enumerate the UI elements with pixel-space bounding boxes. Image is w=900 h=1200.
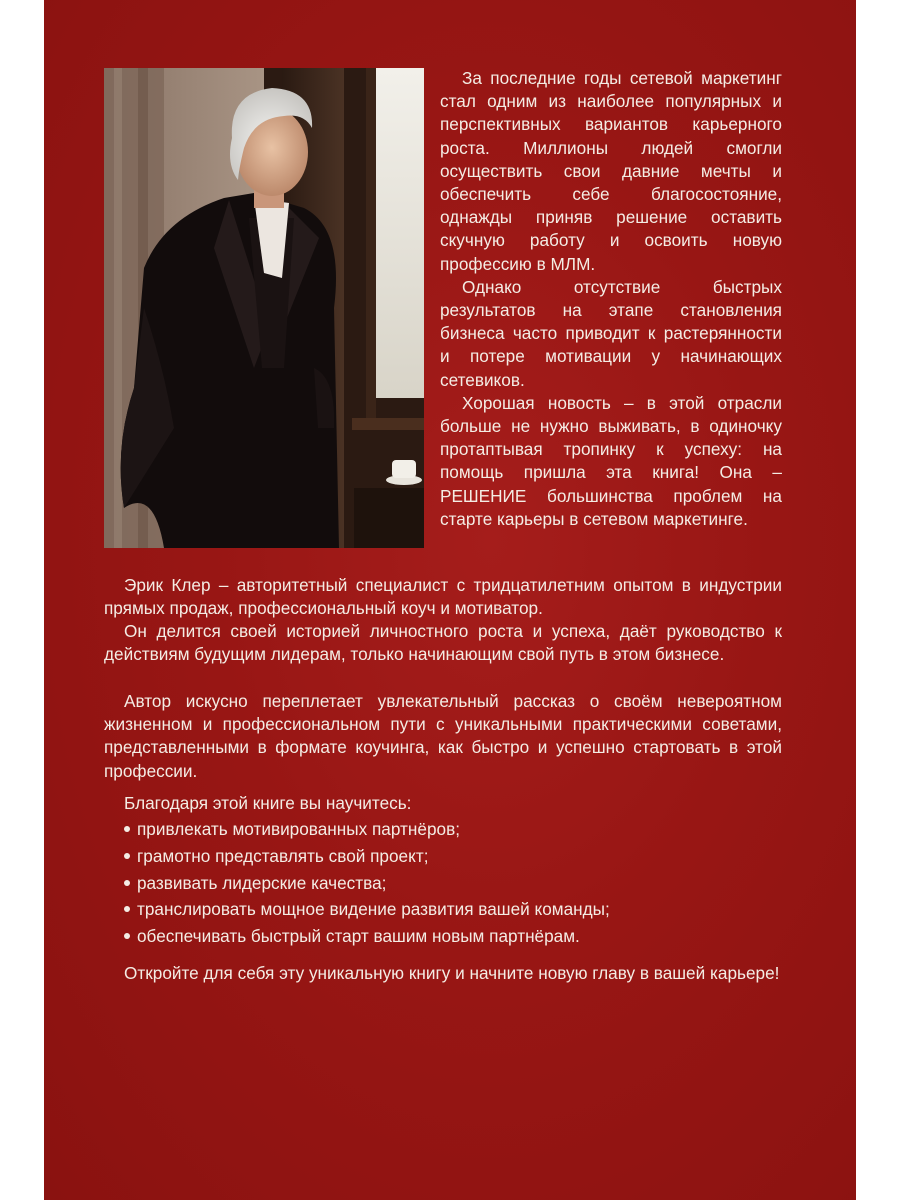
closing-paragraph-block [104, 962, 782, 985]
intro-column [440, 67, 782, 531]
author-paragraph-block [104, 574, 782, 620]
history-paragraph-block [104, 620, 782, 666]
skill-text: привлекать мотивированных партнёров; [137, 819, 460, 839]
list-item [124, 845, 784, 872]
skill-text: обеспечивать быстрый старт вашим новым партнёрам. [137, 926, 580, 947]
list-item [124, 818, 784, 845]
learn-intro-block [104, 792, 782, 815]
closing-paragraph: Откройте для себя эту уникальную книгу и начните новую главу в вашей карьере! [124, 963, 780, 983]
skills-list [124, 818, 784, 952]
bullet-icon [124, 906, 130, 912]
skill-text: грамотно представлять свой проект; [137, 845, 429, 866]
author-paragraph: Эрик Клер – авторитетный специалист с тридцатилетним опытом в индустрии прямых продаж, профессиональный коуч и мотиватор. [104, 575, 782, 619]
history-paragraph: Он делится своей историей личностного роста и успеха, даёт руководство к действиям будущим лидерам, только начинающим свой путь в этом бизнесе. [104, 621, 782, 665]
skill-text: транслировать мощное видение развития вашей команды; [137, 899, 610, 920]
list-item [124, 872, 784, 899]
bullet-icon [124, 853, 130, 859]
intro-paragraph: За последние годы сетевой маркетинг стал одним из наиболее популярных и перспективных вариантов карьерного роста. Миллионы людей смогли осуществить свои давние мечты и обеспечить себе благосостояние, однажды приняв решение оставить скучную работу и освоить новую профессию в МЛМ. [440, 68, 782, 274]
bullet-icon [124, 880, 130, 886]
learn-intro: Благодаря этой книге вы научитесь: [124, 793, 412, 813]
weave-paragraph-block [104, 690, 782, 783]
skill-text: развивать лидерские качества; [137, 872, 387, 893]
weave-paragraph: Автор искусно переплетает увлекательный рассказ о своём невероятном жизненном и профессиональном пути с уникальными практическими советами, представленными в формате коучинга, как быстро и успешно стартовать в этой профессии. [104, 691, 782, 781]
bullet-icon [124, 826, 130, 832]
bullet-icon [124, 933, 130, 939]
author-photo [104, 68, 424, 548]
list-item [124, 898, 784, 925]
list-item [124, 925, 784, 952]
intro-paragraph: Хорошая новость – в этой отрасли больше не нужно выживать, в одиночку протаптывая тропинку к успеху: на помощь пришла эта книга! Она – РЕШЕНИЕ большинства проблем на старте карьеры в сетевом маркетинге. [440, 392, 782, 529]
intro-paragraph: Однако отсутствие быстрых результатов на этапе становления бизнеса часто приводит к растерянности и потере мотивации у начинающих сетевиков. [440, 276, 782, 390]
